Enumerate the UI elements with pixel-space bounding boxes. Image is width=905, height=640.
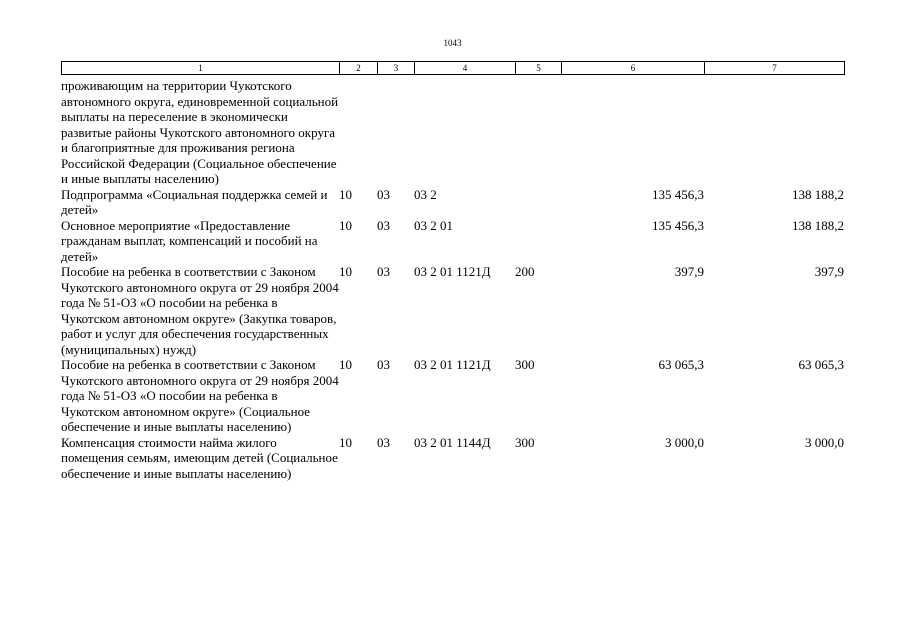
column-number: 5 (516, 62, 562, 75)
amount-year-1: 135 456,3 (652, 217, 704, 233)
table-row (61, 435, 844, 482)
column-number: 3 (378, 62, 415, 75)
section-code: 10 (339, 264, 352, 279)
expense-type-code: 300 (515, 357, 535, 372)
section-code: 10 (339, 186, 352, 202)
subsection-code: 03 (377, 434, 390, 450)
amount-year-1 (561, 78, 704, 187)
amount-year-1: 3 000,0 (665, 434, 704, 450)
section-code: 10 (339, 217, 352, 233)
expense-type-code: 300 (515, 434, 535, 450)
amount-year-1: 397,9 (674, 264, 704, 279)
amount-year-2: 3 000,0 (805, 434, 844, 450)
column-number: 6 (562, 62, 705, 75)
table-row (61, 357, 844, 435)
table-row (61, 218, 844, 265)
target-article-code: 03 2 01 1121Д (414, 264, 491, 279)
target-article-code: 03 2 (414, 186, 437, 202)
amount-year-1: 63 065,3 (658, 357, 704, 372)
item-name: Основное мероприятие «Предоставление гражданам выплат, компенсаций и пособий на детей» (61, 217, 318, 264)
column-number-row (62, 62, 845, 75)
amount-year-2 (704, 78, 844, 187)
item-name: Пособие на ребенка в соответствии с Законом Чукотского автономного округа от 29 ноября 2004 года № 51-ОЗ «О пособии на ребенка в Чукотском автономном округе» (Закупка товаров, работ и услуг для обеспечения государственных (муниципальных) нужд) (61, 264, 339, 357)
table-row (61, 264, 844, 357)
target-article-code: 03 2 01 1144Д (414, 434, 491, 450)
expense-type-code (515, 218, 561, 265)
expense-type-code (515, 187, 561, 218)
section-code: 10 (339, 357, 352, 372)
subsection-code (377, 78, 414, 187)
subsection-code: 03 (377, 357, 390, 372)
amount-year-1: 135 456,3 (652, 186, 704, 202)
column-number: 1 (62, 62, 340, 75)
item-name: Подпрограмма «Социальная поддержка семей и детей» (61, 186, 328, 217)
amount-year-2: 138 188,2 (792, 186, 844, 202)
subsection-code: 03 (377, 186, 390, 202)
target-article-code: 03 2 01 1121Д (414, 357, 491, 372)
amount-year-2: 63 065,3 (798, 357, 844, 372)
section-code (339, 78, 377, 187)
column-number: 7 (705, 62, 845, 75)
amount-year-2: 138 188,2 (792, 217, 844, 233)
column-header-table (61, 61, 845, 75)
expense-type-code: 200 (515, 264, 535, 279)
table-row (61, 187, 844, 218)
column-number: 2 (340, 62, 378, 75)
column-number: 4 (415, 62, 516, 75)
page-number: 1043 (443, 38, 462, 48)
item-name: Компенсация стоимости найма жилого помещения семьям, имеющим детей (Социальное обеспечение и иные выплаты населению) (61, 434, 338, 481)
item-name: Пособие на ребенка в соответствии с Законом Чукотского автономного округа от 29 ноября 2004 года № 51-ОЗ «О пособии на ребенка в Чукотском автономном округе» (Социальное обеспечение и иные выплаты населению) (61, 357, 339, 434)
amount-year-2: 397,9 (814, 264, 844, 279)
subsection-code: 03 (377, 264, 390, 279)
target-article-code (414, 78, 515, 187)
section-code: 10 (339, 434, 352, 450)
budget-table (61, 78, 844, 481)
item-name: проживающим на территории Чукотского автономного округа, единовременной социальной выплаты на переселение в экономически развитые районы Чукотского автономного округа и благоприятные для проживания региона Российской Федерации (Социальное обеспечение и иные выплаты населению) (61, 78, 339, 186)
table-row (61, 78, 844, 187)
expense-type-code (515, 78, 561, 187)
target-article-code: 03 2 01 (414, 217, 453, 233)
subsection-code: 03 (377, 217, 390, 233)
